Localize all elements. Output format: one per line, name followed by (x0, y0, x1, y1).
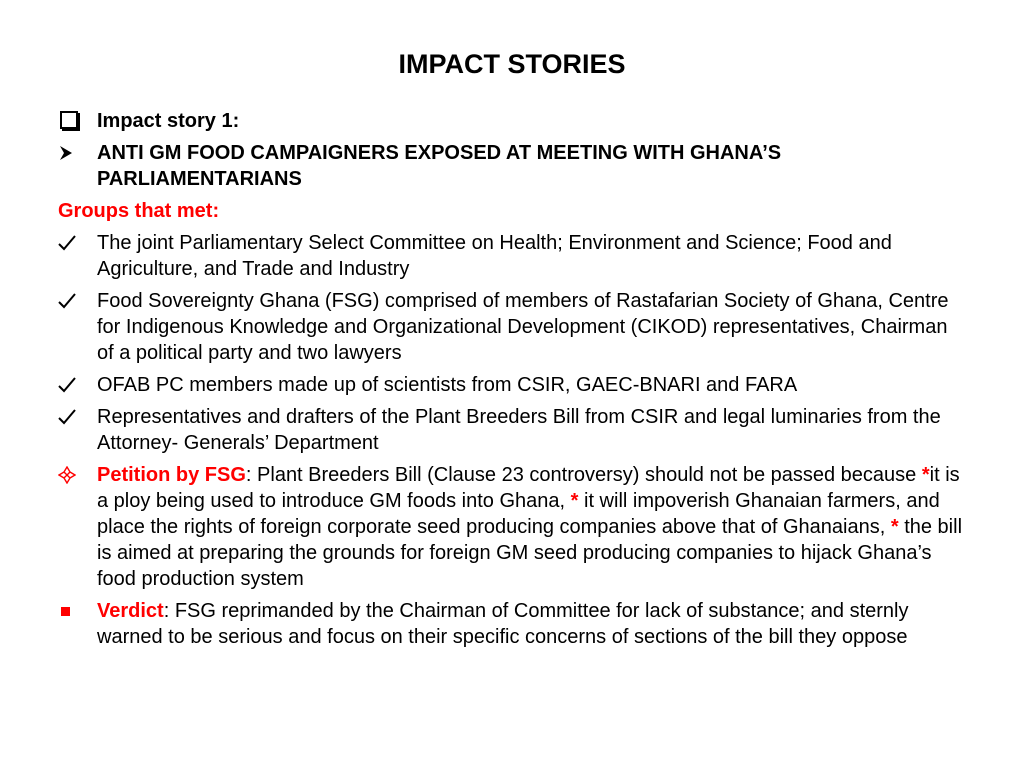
petition-star-2: * (570, 490, 579, 512)
check-icon (58, 404, 84, 430)
petition-text-3: it will impoverish Ghanaian farmers, and place the rights of foreign corporate seed producing companies above that of Ghanaians, (97, 490, 940, 538)
groups-heading: Groups that met: (58, 200, 220, 222)
square-icon (58, 598, 84, 624)
impact-story-label: Impact story 1: (97, 110, 240, 132)
list-item (58, 372, 968, 398)
slide-content (58, 108, 968, 656)
verdict-text: FSG reprimanded by the Chairman of Committee for lack of substance; and sternly warned to be serious and focus on their specific concerns of sections of the bill they oppose (97, 600, 909, 648)
check-icon (58, 230, 84, 256)
groups-heading-row (58, 198, 968, 224)
list-item (58, 288, 968, 366)
check-icon (58, 288, 84, 314)
verdict-label: Verdict (97, 600, 164, 622)
petition-row (58, 462, 968, 592)
group-item-text: The joint Parliamentary Select Committee on Health; Environment and Science; Food and Agriculture, and Trade and Industry (97, 232, 892, 280)
impact-story-row (58, 108, 968, 134)
headline-row (58, 140, 968, 192)
checkbox-icon (58, 108, 84, 134)
petition-text-4: the bill is aimed at preparing the grounds for foreign GM seed producing companies to hijack Ghana’s food production system (97, 516, 963, 590)
group-item-text: Food Sovereignty Ghana (FSG) comprised of members of Rastafarian Society of Ghana, Centre for Indigenous Knowledge and Organizational Development (CIKOD) representatives, Chairman of a political party and two lawyers (97, 290, 949, 364)
verdict-colon: : (163, 600, 175, 622)
petition-colon: : (245, 464, 258, 486)
slide-title: IMPACT STORIES (398, 49, 626, 79)
group-item-text: OFAB PC members made up of scientists from CSIR, GAEC-BNARI and FARA (97, 374, 798, 396)
diamond-icon (58, 462, 84, 488)
petition-star-3: * (890, 516, 899, 538)
verdict-row (58, 598, 968, 650)
headline: ANTI GM FOOD CAMPAIGNERS EXPOSED AT MEETING WITH GHANA’S PARLIAMENTARIANS (97, 142, 782, 190)
petition-text-2: it is a ploy being used to introduce GM foods into Ghana, (97, 464, 960, 512)
arrow-icon (58, 140, 84, 166)
list-item (58, 230, 968, 282)
list-item (58, 404, 968, 456)
petition-star-1: * (921, 464, 930, 486)
check-icon (58, 372, 84, 398)
petition-label: Petition by FSG (97, 464, 246, 486)
group-item-text: Representatives and drafters of the Plant Breeders Bill from CSIR and legal luminaries from the Attorney- Generals’ Department (97, 406, 941, 454)
petition-text-1: Plant Breeders Bill (Clause 23 controversy) should not be passed because (257, 464, 922, 486)
